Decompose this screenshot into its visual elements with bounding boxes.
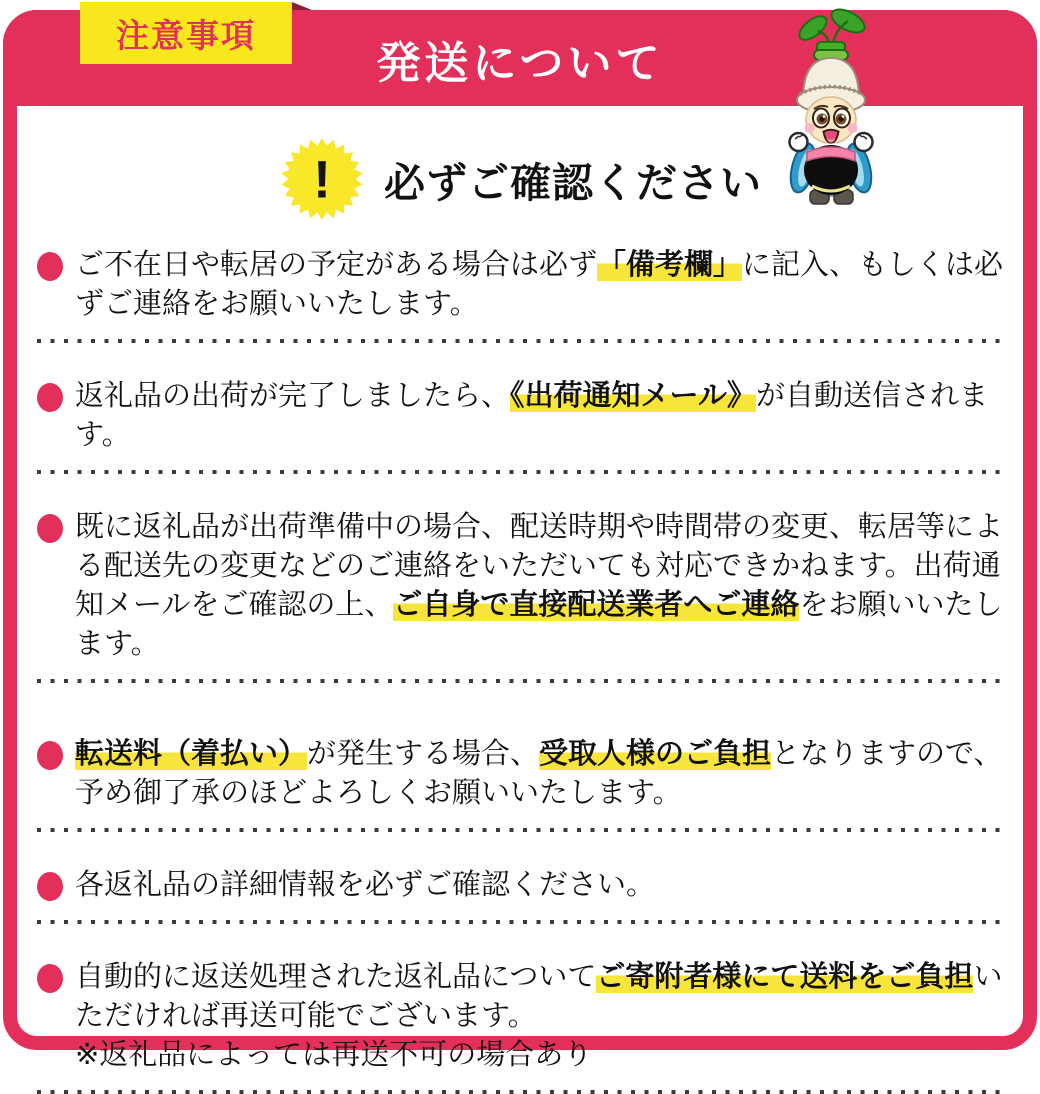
bullet-dot-icon	[37, 383, 63, 412]
bullet-dot-icon	[37, 964, 63, 993]
page-title: 発送について	[376, 39, 664, 88]
dotted-separator	[37, 828, 1005, 832]
plain-text: いただければ再送可能でございます。	[75, 961, 1003, 1032]
plain-text: 既に返礼品が出荷準備中の場合、配送時期や時間帯の変更、転居等による配送先の変更などのご連絡をいただいても対応できかねます。出荷通知メールをご確認の上、	[75, 511, 1004, 621]
plain-text: に記入、もしくは必ずご連絡をお願いいたします。	[75, 249, 1004, 320]
plain-text: ※返礼品によっては再送不可の場合あり	[75, 1039, 593, 1071]
notice-content	[17, 106, 1023, 1094]
plain-text: 自動的に返送処理された返礼品について	[75, 961, 597, 993]
notice-item	[37, 377, 1005, 455]
plain-text: をお願いいたします。	[75, 589, 1003, 660]
dotted-separator	[37, 339, 1005, 343]
notice-item	[37, 246, 1005, 324]
plain-text: ご不在日や転居の予定がある場合は必ず	[75, 249, 598, 281]
dotted-separator	[37, 920, 1005, 924]
notice-list	[37, 246, 1005, 1094]
bullet-dot-icon	[37, 741, 63, 770]
exclamation-starburst-icon	[280, 137, 364, 221]
notice-item	[37, 958, 1005, 1075]
highlighted-text: 転送料（着払い）	[75, 738, 308, 770]
notice-text	[75, 866, 655, 905]
confirm-heading-label: 必ずご確認ください	[384, 159, 762, 206]
exclamation-glyph: !	[313, 150, 331, 210]
plain-text: 各返礼品の詳細情報を必ずご確認ください。	[75, 869, 656, 901]
bullet-dot-icon	[37, 252, 63, 281]
bullet-dot-icon	[37, 514, 63, 543]
plain-text: となりますので、予め御了承のほどよろしくお願いいたします。	[75, 738, 1003, 809]
notice-item	[37, 735, 1005, 813]
highlighted-text: ご自身で直接配送業者へご連絡	[393, 589, 800, 621]
badge-fold-corner	[292, 2, 312, 10]
highlighted-text: 《出荷通知メール》	[510, 380, 756, 412]
highlighted-text: 「備考欄」	[597, 249, 743, 281]
dotted-separator	[37, 1090, 1005, 1094]
sprout-hat-mascot-icon	[783, 6, 883, 206]
bullet-dot-icon	[37, 872, 63, 901]
plain-text: が発生する場合、	[307, 738, 540, 770]
notice-item	[37, 866, 1005, 905]
notice-text	[75, 735, 1005, 813]
notice-text	[75, 508, 1005, 664]
highlighted-text: 受取人様のご負担	[539, 738, 772, 770]
plain-text: 返礼品の出荷が完了しましたら、	[75, 380, 511, 412]
notice-text	[75, 958, 1005, 1075]
notice-item	[37, 508, 1005, 664]
dotted-separator	[37, 679, 1005, 683]
highlighted-text: ご寄附者様にて送料をご負担	[596, 961, 974, 993]
notice-text	[75, 377, 1005, 455]
caution-badge: 注意事項	[80, 2, 292, 64]
dotted-separator	[37, 470, 1005, 474]
notice-text	[75, 246, 1005, 324]
plain-text: が自動送信されます。	[75, 380, 988, 451]
